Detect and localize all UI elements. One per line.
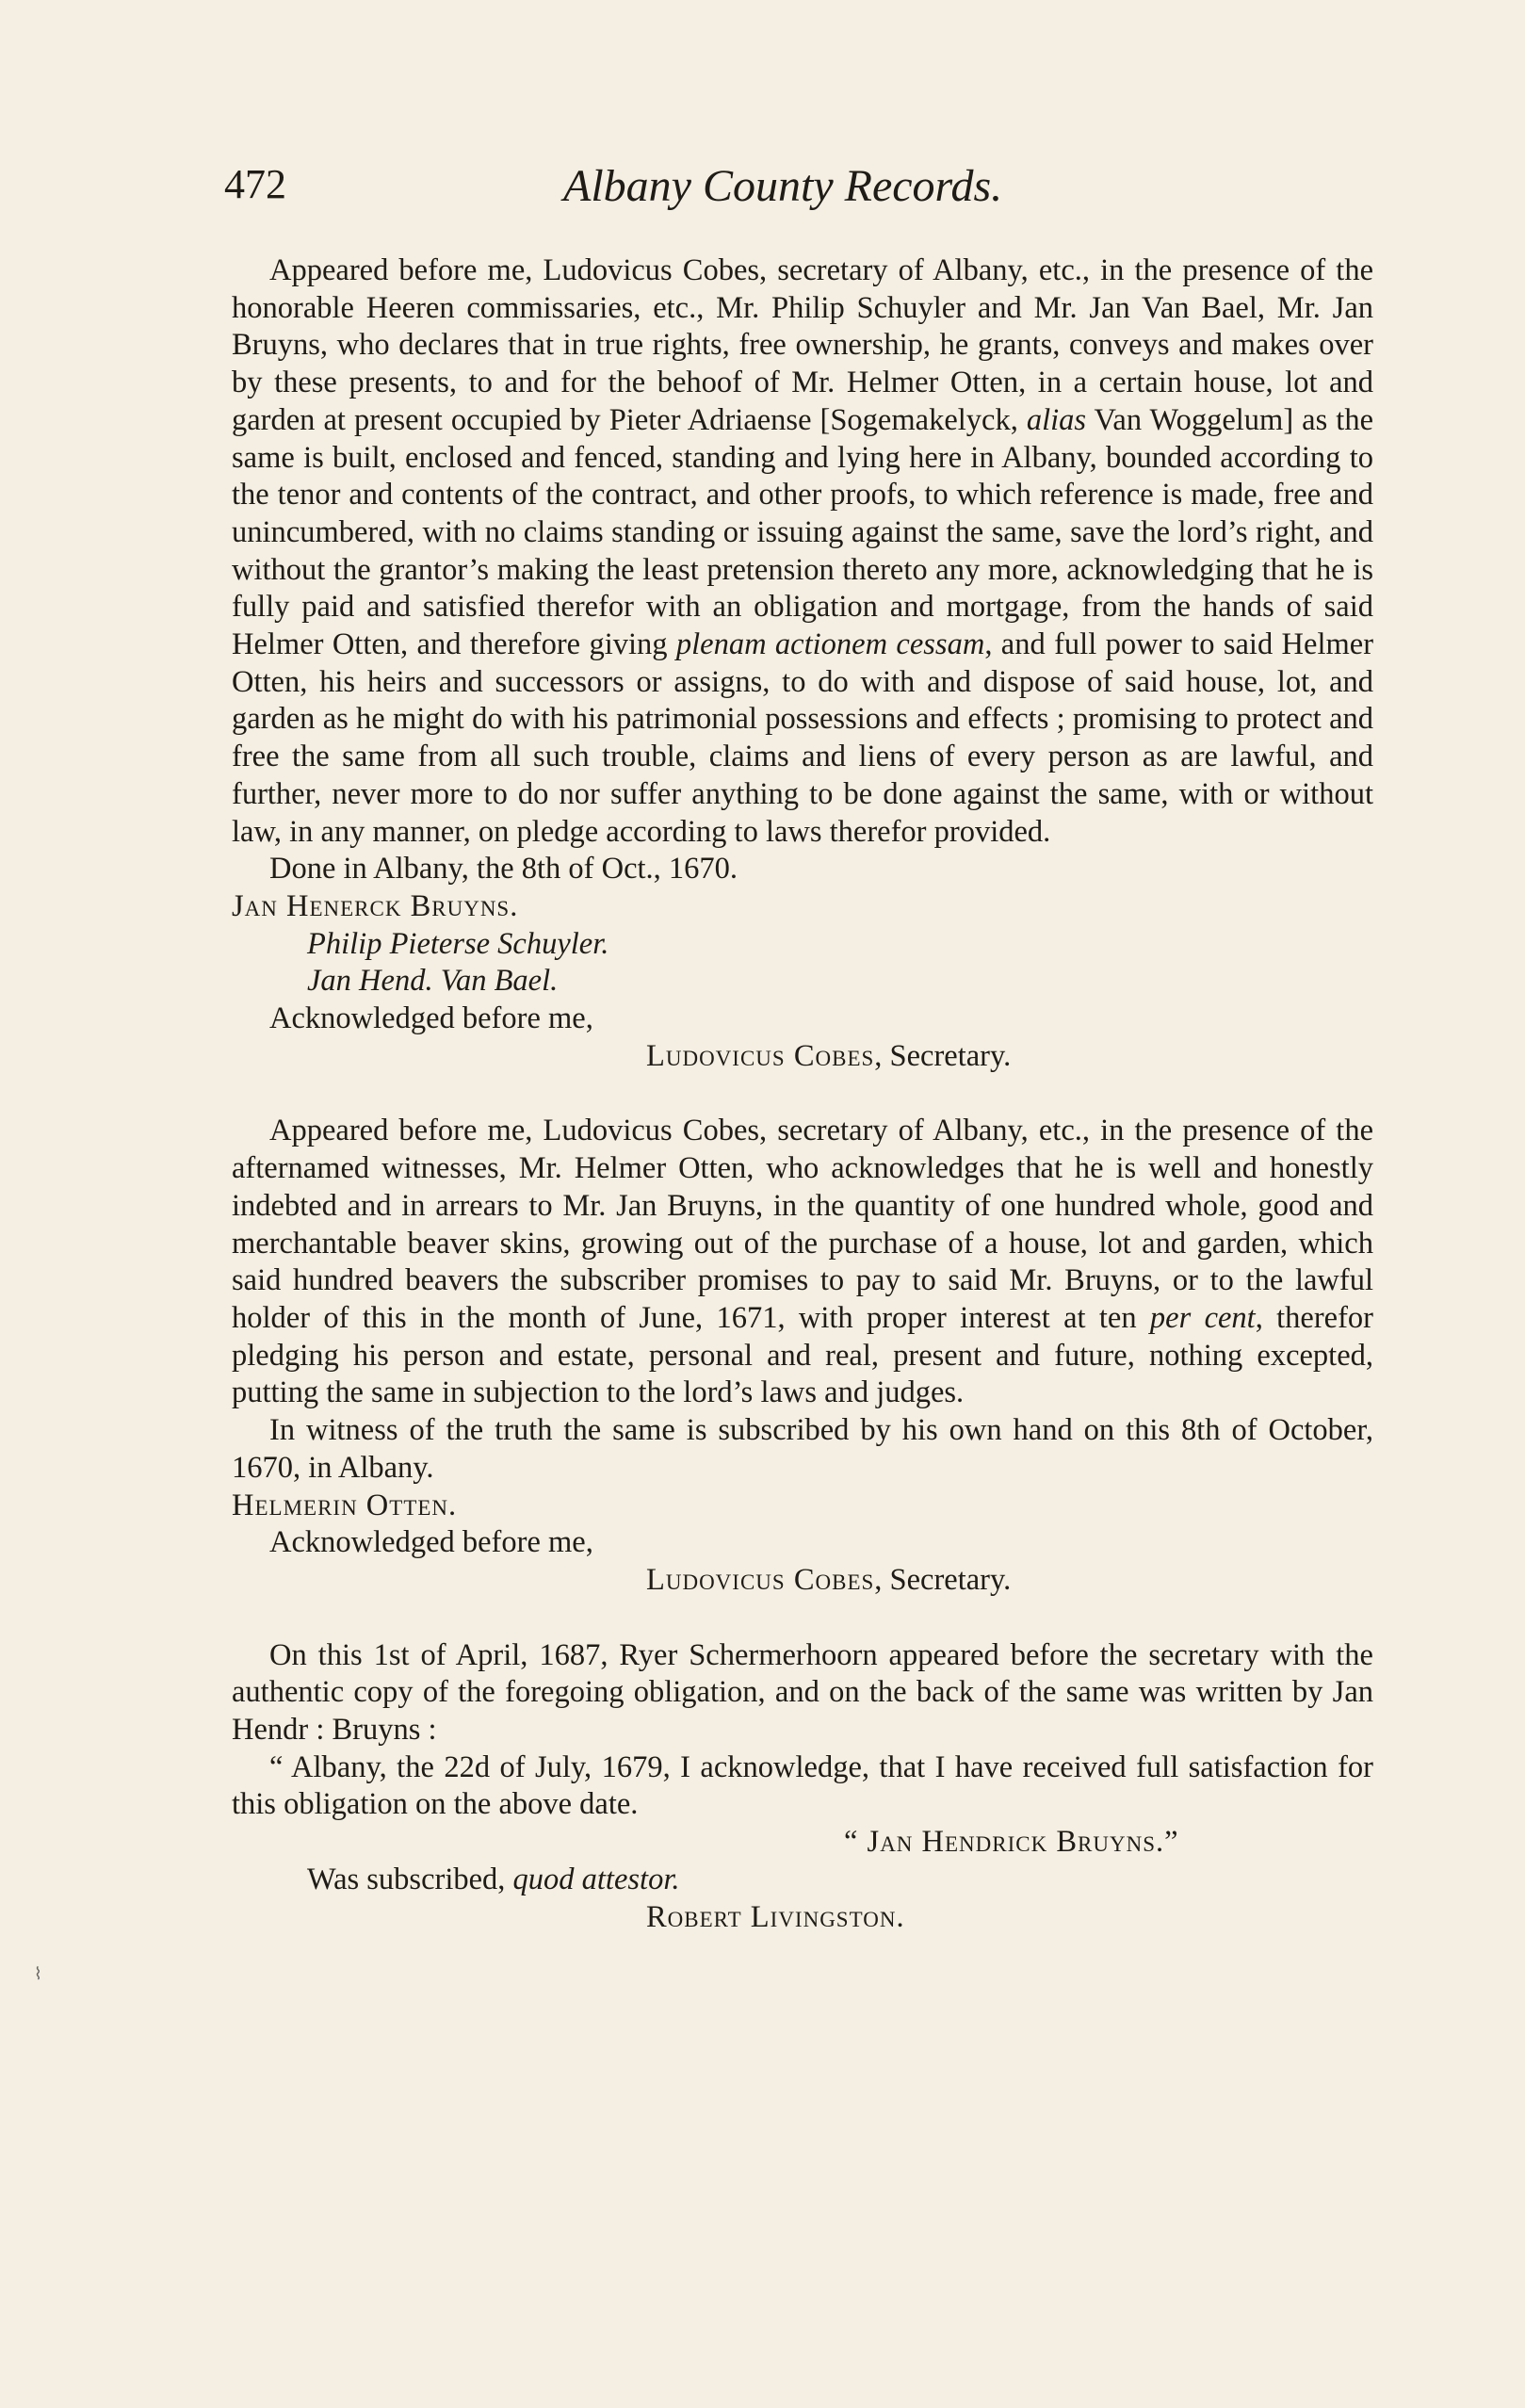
deed2-secretary	[232, 1562, 1373, 1600]
note-was-subscribed	[232, 1862, 1373, 1899]
spacer	[232, 1075, 1373, 1113]
deed1-text-3: , and full power to said Helmer Otten, his heirs and successors or assigns, to do with and dispose of said house, lot, and garden as he might do with his patrimonial possessions and effects ; promising to protect and free the same from all such trouble, claims and liens of every person as are lawful, and further, never more to do nor suffer anything to be done against the same, with or without law, in any manner, on pledge according to laws therefor provided.	[232, 627, 1374, 849]
page-header	[224, 160, 1373, 226]
spacer	[232, 1600, 1373, 1637]
deed2-witness-line: In witness of the truth the same is subscribed by his own hand on this 8th of October, 1670, in Albany.	[232, 1413, 1373, 1485]
deed1-secretary-name: Ludovicus Cobes	[646, 1038, 875, 1073]
deed1-witness-2: Jan Hend. Van Bael.	[307, 964, 559, 999]
page-body	[232, 252, 1373, 1936]
note-quote-signer: “ Jan Hendrick Bruyns.”	[844, 1825, 1179, 1860]
deed2-text-2: , therefor pledging his person and estate, personal and real, present and future, nothing excepted, putting the same in subjection to the lord’s laws and judges.	[232, 1300, 1373, 1410]
note-quote: “ Albany, the 22d of July, 1679, I acknowledge, that I have received full satisfaction for this obligation on the above date.	[232, 1749, 1373, 1822]
deed1-secretary	[232, 1038, 1373, 1076]
deed1-secretary-title: , Secretary.	[874, 1038, 1012, 1073]
deed2-text-1: Appeared before me, Ludovicus Cobes, secretary of Albany, etc., in the presence of the afternamed witnesses, Mr. Helmer Otten, who acknowledges that he is well and honestly indebted and in arrears to Mr. Jan Bruyns, in the quantity of one hundred whole, good and merchantable beaver skins, growing out of the purchase of a house, lot and garden, which said hundred beavers the subscriber promises to pay to said Mr. Bruyns, or to the lawful holder of this in the month of June, 1671, with proper interest at ten	[232, 1114, 1373, 1335]
deed2-percent: per cent	[1149, 1300, 1256, 1335]
deed1-text-1: Appeared before me, Ludovicus Cobes, secretary of Albany, etc., in the presence of the honorable Heeren commissaries, etc., Mr. Philip Schuyler and Mr. Jan Van Bael, Mr. Jan Bruyns, who declares that in true rights, free ownership, he grants, conveys and makes over by these presents, to and for the behoof of Mr. Helmer Otten, in a certain house, lot and garden at present occupied by Pieter Adriaense [Sogemakelyck,	[232, 253, 1373, 437]
deed2-paragraph	[232, 1113, 1373, 1412]
deed1-paragraph	[232, 252, 1373, 851]
deed1-ack: Acknowledged before me,	[269, 1001, 593, 1036]
note-robert-livingston: Robert Livingston.	[646, 1899, 905, 1934]
deed2-ack: Acknowledged before me,	[269, 1525, 593, 1560]
running-title: Albany County Records.	[563, 161, 1003, 211]
deed1-alias: alias	[1026, 402, 1087, 437]
note-paragraph: On this 1st of April, 1687, Ryer Schermerhoorn appeared before the secretary with the authentic copy of the foregoing obligation, and on the back of the same was written by Jan Hendr : Bruyns :	[232, 1637, 1373, 1748]
page-number: 472	[224, 161, 286, 207]
margin-mark: ⌇	[34, 1964, 42, 1983]
was-subscribed-text: Was subscribed,	[307, 1862, 513, 1896]
deed2-secretary-title: , Secretary.	[874, 1562, 1012, 1597]
deed2-secretary-name: Ludovicus Cobes	[646, 1562, 875, 1597]
deed2-signer: Helmerin Otten.	[232, 1488, 458, 1522]
deed1-text-2: Van Woggelum] as the same is built, enclosed and fenced, standing and lying here in Albany, bounded according to the tenor and contents of the contract, and other proofs, to which reference is made, free and unincumbered, with no claims standing or issuing against the same, save the lord’s right, and without the grantor’s making the least pretension thereto any more, acknowledging that he is fully paid and satisfied therefor with an obligation and mortgage, from the hands of said Helmer Otten, and therefore giving	[232, 402, 1373, 662]
deed1-witness-1: Philip Pieterse Schuyler.	[307, 926, 609, 961]
deed1-signer: Jan Henerck Bruyns.	[232, 888, 519, 923]
deed1-done: Done in Albany, the 8th of Oct., 1670.	[269, 852, 738, 887]
deed1-latin: plenam actionem cessam	[675, 627, 985, 662]
quod-attestor: quod attestor.	[512, 1862, 680, 1896]
